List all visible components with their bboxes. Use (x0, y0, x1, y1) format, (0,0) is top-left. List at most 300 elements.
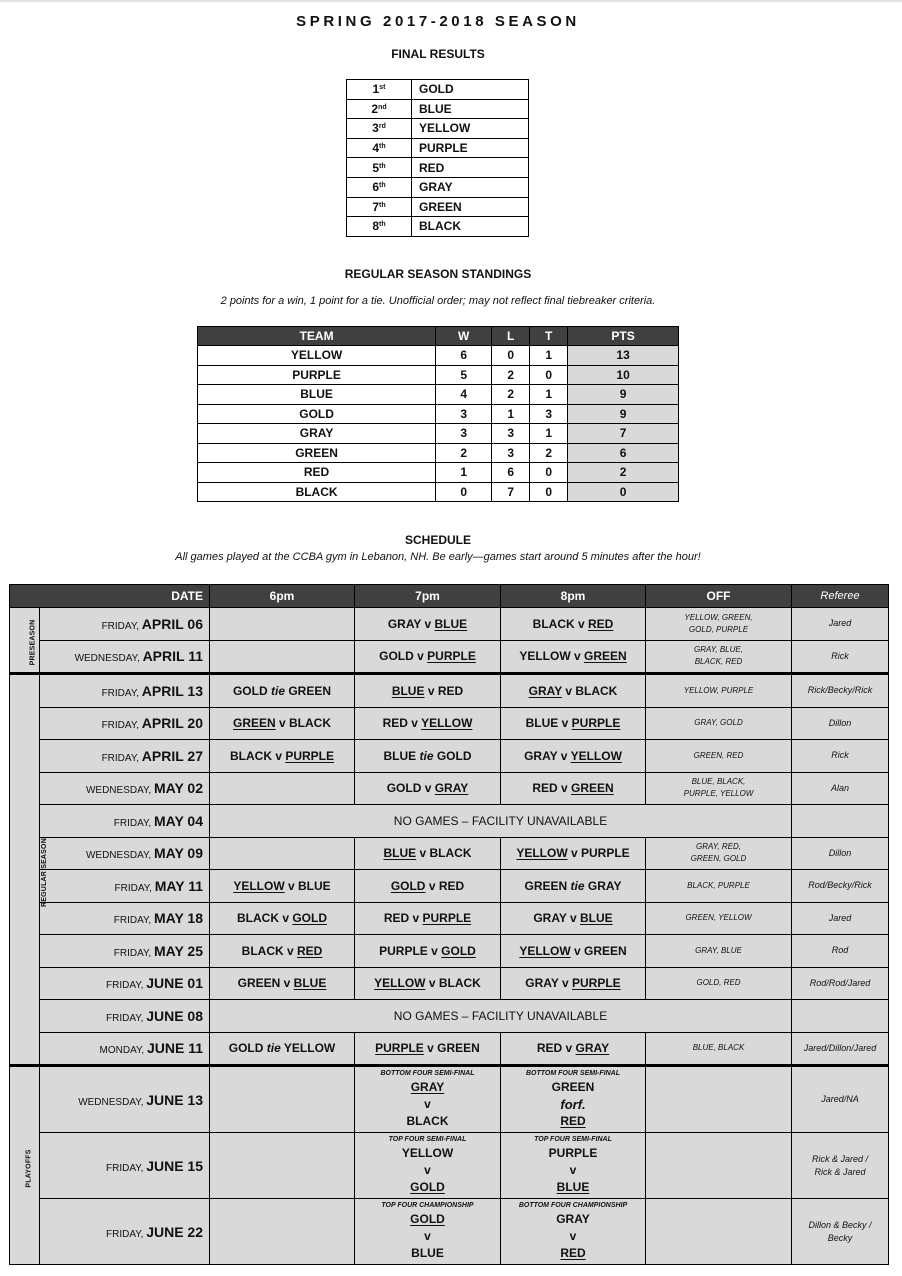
team-name: PURPLE (427, 649, 476, 664)
versus-label: v (424, 1163, 431, 1177)
day-of-week: MONDAY, (99, 1045, 147, 1057)
points-cell: 10 (568, 365, 679, 385)
team-name: GRAY (587, 878, 622, 893)
versus-label: v (409, 911, 423, 926)
points-cell: 2 (568, 463, 679, 483)
team-name: GRAY (556, 1212, 590, 1226)
standings-row (198, 365, 679, 385)
place-cell: 8th (347, 217, 412, 237)
date-cell (40, 1199, 210, 1265)
playoff-game-cell (210, 1199, 355, 1265)
date-text: MAY 18 (153, 910, 203, 927)
day-of-week: FRIDAY, (105, 980, 147, 992)
date-text: APRIL 20 (141, 715, 203, 732)
off-teams-cell: YELLOW, PURPLE (646, 674, 792, 708)
game-cell (355, 935, 501, 968)
standings-heading: REGULAR SEASON STANDINGS (344, 267, 532, 281)
team-name: PURPLE (379, 943, 428, 958)
game-cell (501, 674, 646, 708)
place-suffix: nd (378, 103, 387, 111)
standings-row (198, 404, 679, 424)
ties-cell: 1 (530, 385, 568, 405)
versus-label: v (574, 616, 588, 631)
game-cell (501, 772, 646, 805)
referee-cell (792, 805, 889, 838)
date-cell (40, 674, 210, 708)
column-header: TEAM (198, 327, 436, 346)
off-teams-cell: GRAY, RED, GREEN, GOLD (646, 837, 792, 870)
forfeit-label: forf. (560, 1097, 586, 1112)
final-results-row (347, 99, 529, 119)
team-name: BLUE (298, 878, 331, 893)
team-name: BLUE (434, 616, 468, 631)
game-cell (501, 740, 646, 773)
place-cell: 3rd (347, 119, 412, 139)
team-name: GOLD (436, 748, 472, 763)
team-name: PURPLE (375, 1041, 424, 1056)
versus-label: v (567, 846, 581, 861)
team-name: GOLD (379, 649, 414, 664)
tie-label: tie (570, 878, 585, 893)
date-cell (40, 1066, 210, 1133)
place-cell: 5th (347, 158, 412, 178)
game-cell (355, 674, 501, 708)
losses-cell: 6 (492, 463, 530, 483)
team-line (355, 1179, 500, 1196)
column-header-off: OFF (646, 585, 792, 608)
place-cell: 7th (347, 197, 412, 217)
team-name: GOLD (410, 1212, 445, 1226)
off-teams-cell: GRAY, BLUE, BLACK, RED (646, 640, 792, 674)
referee-cell: Rick (792, 740, 889, 773)
referee-cell: Jared/Dillon/Jared (792, 1032, 889, 1066)
game-cell (210, 608, 355, 641)
team-name: GREEN (437, 1041, 480, 1056)
game-cell (501, 935, 646, 968)
team-name: PURPLE (572, 976, 621, 991)
schedule-row (10, 740, 889, 773)
losses-cell: 7 (492, 482, 530, 502)
off-teams-cell: GREEN, RED (646, 740, 792, 773)
column-header-6pm: 6pm (210, 585, 355, 608)
wins-cell: 1 (436, 463, 492, 483)
game-cell (210, 707, 355, 740)
section-label: PLAYOFFS (25, 1148, 33, 1188)
standings-note: 2 points for a win, 1 point for a tie. Unofficial order; may not reflect final tiebreaker criteria. (220, 295, 656, 307)
team-name: GRAY (387, 616, 422, 631)
team-name: RED (560, 1246, 586, 1260)
no-games-notice: NO GAMES – FACILITY UNAVAILABLE (210, 805, 792, 838)
game-cell (355, 837, 501, 870)
game-cell (210, 674, 355, 708)
date-text: MAY 04 (153, 812, 203, 829)
referee-cell: Dillon (792, 707, 889, 740)
off-teams-cell: GRAY, GOLD (646, 707, 792, 740)
team-line (501, 1079, 645, 1096)
column-header: L (492, 327, 530, 346)
referee-cell: Dillon & Becky / Becky (792, 1199, 889, 1265)
day-of-week: WEDNESDAY, (78, 1096, 147, 1108)
team-name: RED (560, 1114, 586, 1128)
standings-row (198, 385, 679, 405)
date-text: APRIL 13 (141, 682, 203, 699)
versus-label: v (275, 716, 290, 731)
team-name: YELLOW (401, 1146, 454, 1160)
schedule-row (10, 870, 889, 903)
playoff-game-cell (210, 1066, 355, 1133)
team-name: YELLOW (374, 976, 426, 991)
team-name: YELLOW (283, 1041, 336, 1056)
versus-label: v (283, 943, 297, 958)
team-name: BLUE (411, 1246, 444, 1260)
versus-label: v (424, 683, 438, 698)
team-cell: RED (412, 158, 529, 178)
team-line (501, 1145, 645, 1162)
column-header-7pm: 7pm (355, 585, 501, 608)
team-name: GREEN (232, 716, 276, 731)
column-header: PTS (568, 327, 679, 346)
day-of-week: FRIDAY, (113, 817, 154, 829)
versus-label: v (557, 781, 571, 796)
day-of-week: FRIDAY, (105, 1012, 147, 1024)
team-cell: BLUE (412, 99, 529, 119)
versus-label: v (424, 1229, 431, 1243)
team-name: GRAY (410, 1080, 445, 1094)
day-of-week: WEDNESDAY, (85, 850, 154, 862)
team-name: YELLOW (233, 878, 285, 893)
day-of-week: FRIDAY, (101, 687, 142, 699)
team-cell: BLUE (198, 385, 436, 405)
team-name: RED (532, 781, 558, 796)
schedule-row (10, 935, 889, 968)
schedule-row (10, 608, 889, 641)
date-cell (40, 1133, 210, 1199)
team-name: YELLOW (516, 846, 568, 861)
versus-label: v (570, 649, 584, 664)
schedule-row (10, 1032, 889, 1066)
team-cell: PURPLE (198, 365, 436, 385)
schedule-row (10, 772, 889, 805)
game-cell (501, 967, 646, 1000)
date-text: JUNE 13 (146, 1091, 203, 1108)
team-name: BLACK (229, 748, 272, 763)
game-cell (355, 772, 501, 805)
schedule-heading: SCHEDULE (404, 533, 471, 547)
team-name: RED (297, 943, 323, 958)
wins-cell: 5 (436, 365, 492, 385)
team-line (501, 1179, 645, 1196)
day-of-week: FRIDAY, (114, 882, 155, 894)
off-teams-cell: BLACK, PURPLE (646, 870, 792, 903)
team-name: BLACK (236, 911, 279, 926)
day-of-week: FRIDAY, (105, 1228, 147, 1240)
place-suffix: th (379, 221, 386, 229)
versus-label: v (284, 878, 298, 893)
points-cell: 9 (568, 404, 679, 424)
team-name: RED (536, 1041, 563, 1056)
team-name: PURPLE (285, 748, 335, 763)
date-cell (40, 870, 210, 903)
versus-label: v (407, 716, 422, 731)
playoff-game-cell (501, 1199, 646, 1265)
place-suffix: st (379, 84, 386, 92)
off-teams-cell (646, 1199, 792, 1265)
team-name: YELLOW (519, 943, 571, 958)
losses-cell: 2 (492, 385, 530, 405)
team-name: BLACK (406, 1114, 449, 1128)
team-name: GOLD (390, 878, 426, 893)
team-name: RED (588, 616, 614, 631)
date-text: JUNE 08 (146, 1007, 203, 1024)
team-name: BLUE (383, 846, 417, 861)
game-cell (210, 740, 355, 773)
referee-cell: Jared (792, 608, 889, 641)
referee-cell: Alan (792, 772, 889, 805)
team-cell: PURPLE (412, 138, 529, 158)
ties-cell: 0 (530, 482, 568, 502)
tie-label: tie (266, 1041, 281, 1056)
game-cell (355, 707, 501, 740)
team-name: GREEN (288, 683, 332, 698)
schedule-row (10, 967, 889, 1000)
losses-cell: 1 (492, 404, 530, 424)
date-text: APRIL 06 (141, 615, 203, 632)
schedule-row (10, 1066, 889, 1133)
points-cell: 0 (568, 482, 679, 502)
team-name: BLUE (580, 911, 613, 926)
playoff-round-label: TOP FOUR SEMI-FINAL (388, 1136, 467, 1143)
team-name: YELLOW (519, 649, 571, 664)
referee-cell (792, 1000, 889, 1033)
schedule-row (10, 805, 889, 838)
team-name: PURPLE (580, 846, 630, 861)
column-header-referee: Referee (792, 585, 889, 608)
section-label-cell (10, 1066, 40, 1265)
playoff-round-label: BOTTOM FOUR SEMI-FINAL (526, 1070, 620, 1077)
standings-row (198, 463, 679, 483)
game-cell (501, 707, 646, 740)
team-cell: GRAY (198, 424, 436, 444)
game-cell (501, 1032, 646, 1066)
final-results-table (346, 79, 529, 237)
off-teams-cell: GOLD, RED (646, 967, 792, 1000)
team-name: RED (438, 878, 465, 893)
date-text: JUNE 22 (146, 1223, 203, 1240)
ties-cell: 1 (530, 346, 568, 366)
team-name: GREEN (551, 1080, 595, 1094)
off-teams-cell: YELLOW, GREEN, GOLD, PURPLE (646, 608, 792, 641)
versus-label: v (557, 748, 571, 763)
standings-row (198, 443, 679, 463)
game-cell (355, 1032, 501, 1066)
versus-label: v (427, 943, 442, 958)
points-cell: 9 (568, 385, 679, 405)
team-cell: GOLD (198, 404, 436, 424)
day-of-week: FRIDAY, (113, 947, 154, 959)
ties-cell: 1 (530, 424, 568, 444)
final-results-row (347, 138, 529, 158)
date-cell (40, 935, 210, 968)
team-name: BLACK (438, 976, 481, 991)
team-cell: GOLD (412, 80, 529, 100)
referee-cell: Dillon (792, 837, 889, 870)
final-results-heading: FINAL RESULTS (391, 47, 485, 61)
team-line (501, 1211, 645, 1228)
team-cell: YELLOW (412, 119, 529, 139)
place-suffix: rd (378, 123, 386, 131)
final-results-row (347, 80, 529, 100)
date-cell (40, 640, 210, 674)
team-name: BLUE (556, 1180, 590, 1194)
date-text: MAY 02 (153, 780, 203, 797)
off-teams-cell: GRAY, BLUE (646, 935, 792, 968)
team-name: RED (383, 911, 410, 926)
schedule-note: All games played at the CCBA gym in Lebanon, NH. Be early—games start around 5 minutes after the hour! (175, 551, 701, 563)
playoff-round-label: TOP FOUR SEMI-FINAL (534, 1136, 612, 1143)
schedule-row (10, 707, 889, 740)
schedule-row (10, 1199, 889, 1265)
team-cell: GRAY (412, 177, 529, 197)
day-of-week: FRIDAY, (101, 620, 142, 632)
team-name: BLUE (391, 683, 425, 698)
referee-cell: Jared (792, 902, 889, 935)
team-name: RED (382, 716, 408, 731)
game-cell (210, 640, 355, 674)
versus-label: v (271, 748, 286, 763)
column-header-date: DATE (10, 585, 210, 608)
tie-label: tie (270, 683, 285, 698)
team-name: BLACK (241, 943, 284, 958)
off-teams-cell (646, 1133, 792, 1199)
referee-cell: Rod/Rod/Jared (792, 967, 889, 1000)
wins-cell: 4 (436, 385, 492, 405)
ties-cell: 2 (530, 443, 568, 463)
team-name: GREEN (237, 976, 281, 991)
top-border (0, 0, 902, 2)
date-cell (40, 608, 210, 641)
date-cell (40, 707, 210, 740)
team-name: GOLD (441, 943, 476, 958)
place-suffix: th (379, 201, 386, 209)
team-name: YELLOW (570, 748, 622, 763)
day-of-week: FRIDAY, (105, 1162, 147, 1174)
team-name: RED (437, 683, 464, 698)
playoff-game-cell (355, 1133, 501, 1199)
playoff-round-label: BOTTOM FOUR SEMI-FINAL (380, 1070, 475, 1077)
date-text: MAY 25 (153, 942, 203, 959)
versus-label: v (278, 911, 293, 926)
date-cell (40, 1032, 210, 1066)
losses-cell: 2 (492, 365, 530, 385)
column-header: T (530, 327, 568, 346)
points-cell: 13 (568, 346, 679, 366)
wins-cell: 2 (436, 443, 492, 463)
team-name: BLUE (525, 716, 559, 731)
versus-label: v (558, 716, 572, 731)
team-name: PURPLE (548, 1146, 598, 1160)
playoff-game-cell (501, 1133, 646, 1199)
team-cell: RED (198, 463, 436, 483)
day-of-week: FRIDAY, (113, 915, 154, 927)
standings-row (198, 346, 679, 366)
day-of-week: WEDNESDAY, (85, 785, 154, 797)
referee-cell: Rick/Becky/Rick (792, 674, 889, 708)
versus-label: v (416, 846, 430, 861)
place-cell: 1st (347, 80, 412, 100)
losses-cell: 3 (492, 424, 530, 444)
wins-cell: 6 (436, 346, 492, 366)
final-results-row (347, 197, 529, 217)
versus-label: v (413, 649, 428, 664)
game-cell (210, 870, 355, 903)
team-cell: YELLOW (198, 346, 436, 366)
date-text: JUNE 01 (146, 975, 203, 992)
standings-row (198, 482, 679, 502)
schedule-row (10, 1000, 889, 1033)
game-cell (210, 967, 355, 1000)
place-suffix: th (379, 162, 386, 170)
team-name: YELLOW (421, 716, 473, 731)
game-cell (355, 902, 501, 935)
team-name: GRAY (575, 1041, 610, 1056)
wins-cell: 3 (436, 424, 492, 444)
referee-cell: Rod/Becky/Rick (792, 870, 889, 903)
team-name: BLACK (575, 683, 618, 698)
game-cell (355, 870, 501, 903)
game-cell (210, 1032, 355, 1066)
team-name: BLUE (383, 748, 417, 763)
team-name: GOLD (410, 1180, 445, 1194)
final-results-row (347, 177, 529, 197)
team-cell: BLACK (412, 217, 529, 237)
off-teams-cell: GREEN, YELLOW (646, 902, 792, 935)
off-teams-cell: BLUE, BLACK (646, 1032, 792, 1066)
referee-cell: Rick & Jared / Rick & Jared (792, 1133, 889, 1199)
versus-label: v (425, 878, 439, 893)
versus-label: v (425, 976, 439, 991)
team-name: BLUE (293, 976, 327, 991)
standings-table (197, 326, 679, 502)
date-text: JUNE 15 (146, 1157, 203, 1174)
team-line (355, 1079, 500, 1096)
wins-cell: 3 (436, 404, 492, 424)
place-cell: 2nd (347, 99, 412, 119)
game-cell (501, 870, 646, 903)
team-name: BLACK (532, 616, 575, 631)
team-name: GOLD (292, 911, 327, 926)
ties-cell: 0 (530, 463, 568, 483)
team-name: GREEN (583, 943, 627, 958)
column-header-8pm: 8pm (501, 585, 646, 608)
team-line (355, 1211, 500, 1228)
versus-label: v (558, 976, 572, 991)
game-cell (210, 772, 355, 805)
date-text: JUNE 11 (146, 1040, 203, 1057)
team-cell: GREEN (412, 197, 529, 217)
column-header: W (436, 327, 492, 346)
versus-label: v (280, 976, 294, 991)
game-cell (355, 608, 501, 641)
team-name: PURPLE (571, 716, 621, 731)
date-cell (40, 837, 210, 870)
playoff-round-label: TOP FOUR CHAMPIONSHIP (381, 1202, 474, 1209)
place-suffix: th (379, 143, 386, 151)
section-label: REGULAR SEASON (40, 837, 48, 907)
schedule-table (9, 584, 889, 1265)
game-cell (501, 608, 646, 641)
schedule-row (10, 640, 889, 674)
points-cell: 7 (568, 424, 679, 444)
